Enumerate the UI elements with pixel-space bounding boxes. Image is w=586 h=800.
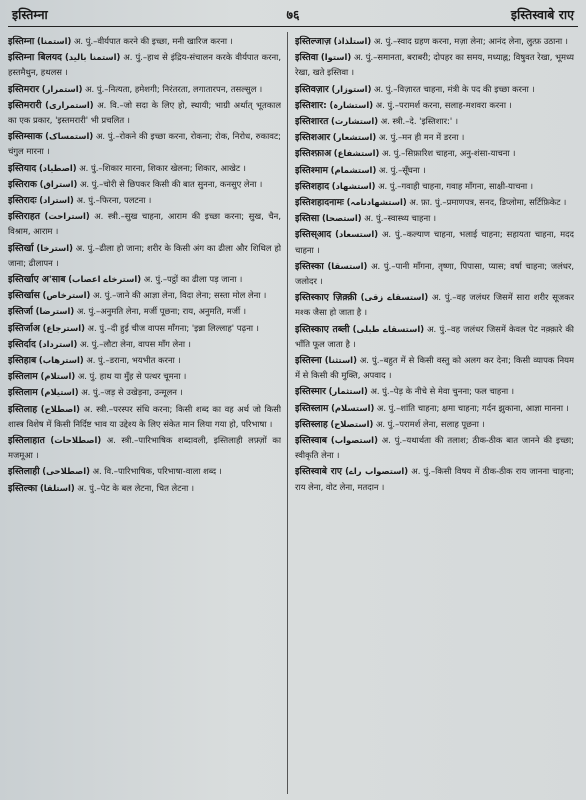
- entry-headword: इस्तिवा: [295, 52, 319, 64]
- dictionary-entry: [295, 163, 574, 178]
- dictionary-entry: [8, 288, 281, 303]
- entry-definition: अ. फ़ा. पुं.–प्रमाणपत्र, सनद, डिप्लोमा, सर्टिफ़िकेट ।: [406, 197, 567, 208]
- entry-headword: इस्तिशारत: [295, 116, 329, 128]
- entry-definition: अ. पुं.–परामर्श लेना, सलाह पूछना ।: [373, 418, 485, 429]
- entry-urdu-spelling: (استشارہ): [329, 99, 374, 110]
- entry-headword: इस्तिस्काए ज़िक़्क़ी: [295, 292, 357, 304]
- dictionary-entry: [8, 241, 281, 271]
- entry-definition: अ. पुं.–डराना, भयभीत करना ।: [83, 355, 181, 366]
- entry-definition: अ. पुं.–किसी विषय में ठीक-ठीक राय जानना चाहना; राय लेना, वोट लेना, मतदान ।: [295, 466, 574, 492]
- dictionary-entry: [8, 321, 281, 336]
- dictionary-entry: [295, 227, 574, 257]
- entry-urdu-spelling: (استمساک): [45, 131, 94, 142]
- entry-headword: इस्तिल्जाज़: [295, 36, 331, 47]
- dictionary-entry: [8, 481, 281, 496]
- dictionary-entry: [8, 353, 281, 368]
- entry-urdu-spelling: (استثمار): [328, 386, 368, 397]
- entry-definition: अ. पुं.–स्वाद ग्रहण करना, मज़ा लेना; आनंद लेना, लुत्फ़ उठाना ।: [371, 36, 568, 46]
- entry-headword: इस्तिवज़ार: [295, 83, 329, 95]
- entry-headword: इस्तिसा: [295, 213, 320, 225]
- entry-definition: अ. पुं.–मन ही मन में डरना ।: [376, 132, 465, 143]
- dictionary-entry: [295, 179, 574, 194]
- entry-definition: अ. पुं.–यथार्थता की तलाश; ठीक-ठीक बात जानने की इच्छा; स्वीकृति लेना ।: [295, 435, 574, 461]
- dictionary-entry: [8, 385, 281, 400]
- entry-urdu-spelling: (استسعاد): [335, 229, 379, 240]
- dictionary-entry: [8, 304, 281, 319]
- entry-definition: अ. स्त्री.–परस्पर संधि करना; किसी शब्द का वह अर्थ जो किसी शास्त्र विशेष में किसी निर्दिष्ट भाव या उद्देश्य के लिए संकेत मान लिया गया हो, परिभाषा ।: [8, 403, 281, 429]
- entry-definition: अ. पुं.–बहुत में से किसी वस्तु को अलग कर देना; किसी व्यापक नियम में से किसी की मुक्ति, अपवाद ।: [295, 355, 574, 381]
- dictionary-entry: [8, 98, 281, 128]
- entry-headword: इस्तिम्साक: [8, 131, 43, 143]
- dictionary-entry: [8, 402, 281, 432]
- entry-urdu-spelling: (استرهاب): [38, 355, 84, 366]
- entry-urdu-spelling: (استسقاے زقی): [360, 292, 429, 303]
- entry-headword: इस्तिस्का: [295, 260, 324, 272]
- entry-definition: अ. पुं.–पेट के बल लेटना, चित लेटना ।: [74, 482, 195, 493]
- dictionary-entry: [295, 98, 574, 113]
- entry-headword: इस्तिस्वाब: [295, 435, 328, 447]
- page-number: ७६: [286, 7, 300, 22]
- entry-definition: अ. पुं.–पट्ठों का ढीला पड़ जाना ।: [141, 274, 243, 285]
- entry-urdu-spelling: (استوزار): [331, 83, 372, 94]
- dictionary-entry: [295, 82, 574, 97]
- entry-definition: अ. पुं.–वह जलंधर जिसमें केवल पेट नक़्क़ारे की भाँति फूल जाता है ।: [295, 323, 574, 349]
- entry-headword: इस्तिम्ना: [8, 36, 35, 47]
- dictionary-entry: [295, 50, 574, 80]
- entry-urdu-spelling: (استشارت): [331, 116, 379, 127]
- header-right-guideword: इस्तिस्वाबे राए: [510, 7, 574, 22]
- entry-urdu-spelling: (استشمام): [330, 164, 377, 175]
- entry-definition: अ. पुं.–परामर्श करना, सलाह-मशवरा करना ।: [373, 99, 512, 110]
- entry-headword: इस्तियाद: [8, 162, 37, 174]
- entry-urdu-spelling: (استمنا بالید): [64, 52, 121, 63]
- dictionary-entry: [8, 209, 281, 239]
- header-left-guideword: इस्तिम्ना: [12, 7, 48, 22]
- entry-urdu-spelling: (استیلام): [40, 387, 79, 398]
- entry-definition: अ. स्त्री.–सुख चाहना, आराम की इच्छा करना; सुख, चैन, विश्राम, आराम ।: [8, 211, 281, 237]
- dictionary-entry: [8, 161, 281, 176]
- entry-definition: अ. पुं.–वह जलंधर जिसमें सारा शरीर सूजकर मश्क जैसा हो जाता है ।: [295, 292, 574, 318]
- entry-urdu-spelling: (استرخاص): [42, 290, 91, 301]
- entry-urdu-spelling: (استوا): [320, 52, 352, 63]
- entry-definition: अ. पुं.–नित्यता, हमेशगी; निरंतरता, लगातारपन, तसल्सुल ।: [82, 83, 263, 94]
- entry-urdu-spelling: (استصحا): [321, 213, 362, 224]
- entry-urdu-spelling: (استرخا): [36, 242, 73, 253]
- entry-headword: इस्तिराक: [8, 178, 37, 190]
- dictionary-entry: [295, 384, 574, 399]
- dictionary-entry: [295, 417, 574, 432]
- entry-urdu-spelling: (اصطلاحی): [42, 466, 90, 477]
- entry-headword: इस्तिर्खास: [8, 290, 40, 302]
- entry-headword: इस्तिराहत: [8, 211, 40, 223]
- entry-definition: अ. पुं.–कल्याण चाहना, भलाई चाहना; सहायता चाहना, मदद चाहना ।: [295, 229, 574, 255]
- entry-definition: अ. पुं.–समानता, बराबरी; दोपहर का समय, मध्याह्न; विषुवत रेखा, भूमध्य रेखा, खते इस्तिवा ।: [295, 52, 574, 78]
- entry-definition: अ. स्त्री.–दे. 'इस्तिशार:' ।: [378, 116, 459, 127]
- entry-definition: अ. पुं.–शिकार मारना, शिकार खेलना; शिकार, आखेट ।: [76, 162, 246, 173]
- entry-headword: इस्तिम्ना बिलयद: [8, 52, 62, 64]
- entry-headword: इस्तिलाम: [8, 387, 38, 399]
- entry-headword: इस्तिल्का: [8, 482, 38, 494]
- entry-definition: अ. वि.–जो सदा के लिए हो, स्थायी; भाग्री अर्थात् भूतकाल का एक प्रकार, 'इस्तमरारी' भी प्रचलित ।: [8, 99, 281, 126]
- entry-headword: इस्तिस्मार: [295, 386, 326, 398]
- entry-urdu-spelling: (استصواب): [330, 435, 378, 446]
- entry-definition: अ. पुं.–शांति चाहना; क्षमा चाहना; गर्दन झुकाना, आज्ञा मानना ।: [374, 402, 569, 413]
- dictionary-entry: [295, 146, 574, 161]
- entry-headword: इस्तिर्जा: [8, 306, 33, 318]
- dictionary-entry: [8, 433, 281, 463]
- entry-headword: इस्तिशहादनामः: [295, 197, 344, 209]
- entry-definition: अ. पुं.–अनुमति लेना, मर्जी पूछना; राय, अनुमति, मर्जी ।: [74, 306, 246, 317]
- entry-headword: इस्तिशआर: [295, 132, 331, 144]
- dictionary-entry: [295, 130, 574, 145]
- dictionary-entry: [8, 272, 281, 287]
- dictionary-entry: [8, 193, 281, 208]
- entry-headword: इस्तिर्खाए अ'साब: [8, 274, 66, 286]
- dictionary-entry: [8, 337, 281, 352]
- entry-headword: इस्तिश्माम: [295, 164, 328, 176]
- dictionary-entry: [295, 464, 574, 494]
- dictionary-entry: [295, 433, 574, 463]
- dictionary-entry: [8, 34, 281, 49]
- entry-urdu-spelling: (استراد): [39, 195, 74, 206]
- entry-headword: इस्तिलाम: [8, 371, 38, 383]
- dictionary-entry: [295, 322, 574, 352]
- entry-definition: अ. पुं.–चोरी से छिपकर किसी की बात सुनना, कनसुए लेना ।: [77, 178, 263, 189]
- entry-urdu-spelling: (استرجاع): [42, 322, 85, 333]
- entry-urdu-spelling: (استراحت): [44, 211, 90, 222]
- entry-headword: इस्तिमरारी: [8, 99, 42, 111]
- dictionary-entry: [295, 211, 574, 226]
- entry-urdu-spelling: (استمنا): [36, 36, 72, 46]
- entry-definition: अ. पुं.–सूँघना ।: [376, 164, 426, 175]
- entry-urdu-spelling: (استشعار): [332, 132, 377, 143]
- entry-urdu-spelling: (استصلاح): [330, 418, 374, 429]
- entry-definition: अ. पुं.–वीर्यपात करने की इच्छा, मनी खारिज करना ।: [71, 36, 233, 46]
- dictionary-entry: [295, 114, 574, 129]
- dictionary-entry: [8, 369, 281, 384]
- dictionary-entry: [8, 50, 281, 80]
- entry-definition: अ. वि.–पारिभाषिक, परिभाषा-वाला शब्द ।: [89, 466, 222, 477]
- entry-urdu-spelling: (اصطیاد): [38, 162, 77, 173]
- right-column: [295, 34, 574, 794]
- page-header: [8, 4, 578, 27]
- entry-headword: इस्तिशहाद: [295, 180, 330, 192]
- dictionary-entry: [8, 177, 281, 192]
- entry-urdu-spelling: (استلام): [40, 371, 76, 382]
- dictionary-entry: [295, 195, 574, 210]
- dictionary-entry: [295, 290, 574, 320]
- entry-urdu-spelling: (استشفاع): [333, 148, 380, 159]
- entry-definition: अ. पुं.–स्वास्थ्य चाहना ।: [361, 213, 437, 224]
- entry-urdu-spelling: (اصطلاحات): [50, 435, 102, 446]
- dictionary-entry: [295, 353, 574, 383]
- entry-definition: अ. पुं.–फिरना, पलटना ।: [73, 195, 152, 206]
- entry-definition: अ. पुं.–रोकने की इच्छा करना, रोकना; रोक, निरोध, रुकावट; चंगुल मारना ।: [8, 131, 281, 157]
- entry-definition: अ. पुं.–पेड़ के नीचे से मेवा चुनना; फल चाहना ।: [367, 386, 515, 397]
- entry-headword: इस्तिमरार: [8, 83, 40, 95]
- entry-headword: इस्तिस्आद: [295, 229, 332, 241]
- entry-definition: अ. पुं.–पानी माँगना, तृष्णा, पिपासा, प्यास; वर्षा चाहना; जलंधर, जलोदर ।: [295, 260, 574, 287]
- entry-headword: इस्तिस्ना: [295, 355, 322, 367]
- entry-headword: इस्तिलाह: [8, 403, 38, 415]
- entry-urdu-spelling: (استرخاے اعصاب): [68, 274, 142, 285]
- entry-urdu-spelling: (استرداد): [38, 338, 78, 349]
- dictionary-entry: [8, 82, 281, 97]
- entry-definition: अ. पुं.–जड़ से उखेड़ना, उन्मूलन ।: [78, 387, 183, 398]
- dictionary-entry: [295, 34, 574, 49]
- entry-definition: अ. पुं. हाथ या मुँह से पत्थर चूमना ।: [75, 371, 187, 382]
- entry-definition: अ. पुं.–लौटा लेना, वापस माँग लेना ।: [77, 338, 191, 349]
- column-divider: [287, 32, 288, 794]
- entry-headword: इस्तिश्फ़ाअ: [295, 148, 332, 160]
- dictionary-entry: [295, 259, 574, 289]
- entry-definition: अ. पुं.–गवाही चाहना, गवाह माँगना, साक्षी-याचना ।: [375, 180, 534, 191]
- entry-urdu-spelling: (استشهادنامہ): [346, 197, 407, 208]
- entry-urdu-spelling: (استشهاد): [331, 180, 376, 191]
- entry-definition: अ. स्त्री.–पारिभाषिक शब्दावली, इस्तिलाही लफ़्ज़ों का मजमूआ ।: [8, 435, 281, 461]
- entry-urdu-spelling: (استثنا): [324, 355, 357, 366]
- entry-urdu-spelling: (استمرار): [41, 83, 83, 94]
- entry-headword: इस्तिशार:: [295, 99, 327, 111]
- entry-headword: इस्तिस्काए तब्ली: [295, 323, 350, 335]
- entry-definition: अ. पुं.–हाथ से इंद्रिय-संचालन करके वीर्यपात करना, हस्तमैथुन, हथलस ।: [8, 52, 281, 78]
- entry-definition: अ. पुं.–विज़ारत चाहना, मंत्री के पद की इच्छा करना ।: [371, 83, 535, 94]
- entry-headword: इस्तिर्जाअ: [8, 322, 40, 334]
- entry-headword: इस्तिरादः: [8, 195, 37, 207]
- entry-headword: इस्तिर्दाद: [8, 338, 36, 350]
- entry-urdu-spelling: (استراق): [39, 178, 78, 189]
- entry-urdu-spelling: (استصواب راے): [345, 466, 409, 477]
- entry-definition: अ. पुं.–ढीला हो जाना; शरीर के किसी अंग का ढीला और शिथिल हो जाना; ढीलापन ।: [8, 242, 281, 268]
- entry-headword: इस्तिलाहात: [8, 435, 45, 447]
- entry-urdu-spelling: (استمراری): [45, 99, 94, 110]
- entry-headword: इस्तिस्वाबे राए: [295, 466, 342, 478]
- entry-urdu-spelling: (اصطلاح): [40, 403, 80, 414]
- entry-urdu-spelling: (استسقاے طبلی): [352, 323, 425, 334]
- entry-headword: इस्तिलाही: [8, 466, 40, 478]
- entry-urdu-spelling: (استسلام): [331, 402, 375, 413]
- entry-urdu-spelling: (استلقا): [39, 482, 75, 493]
- entry-definition: अ. पुं.–जाने की आज्ञा लेना, विदा लेना; सस्ता मोल लेना ।: [90, 290, 267, 301]
- entry-headword: इस्तिर्खा: [8, 242, 34, 254]
- entry-urdu-spelling: (استسقا): [327, 260, 368, 271]
- entry-definition: अ. पुं.–दी हुई चीज वापस माँगना; 'इन्ना लिल्लाह' पढ़ना ।: [84, 322, 259, 333]
- dictionary-entry: [8, 129, 281, 159]
- entry-headword: इस्तिहाब: [8, 355, 37, 367]
- entry-definition: अ. पुं.–सिफ़ारिश चाहना, अनु-शंसा-याचना ।: [379, 148, 516, 159]
- entry-urdu-spelling: (استرضا): [35, 306, 75, 317]
- entry-headword: इस्तिस्लाम: [295, 402, 329, 414]
- left-column: [8, 34, 281, 794]
- dictionary-entry: [8, 464, 281, 479]
- dictionary-entry: [295, 401, 574, 416]
- entry-urdu-spelling: (استلذاذ): [333, 36, 372, 46]
- entry-headword: इस्तिस्लाह: [295, 418, 328, 430]
